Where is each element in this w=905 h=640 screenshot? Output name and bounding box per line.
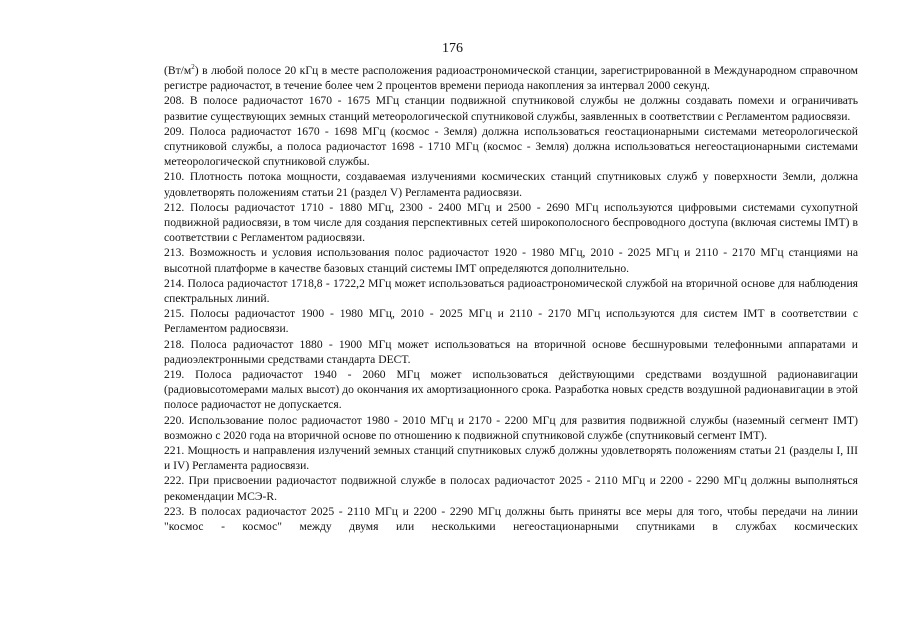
- paragraph-continuation: [164, 63, 858, 93]
- paragraph-214: 214. Полоса радиочастот 1718,8 - 1722,2 МГц может использоваться радиоастрономической службой на вторичной основе для наблюдения спектральных линий.: [164, 276, 858, 306]
- paragraph-215: 215. Полосы радиочастот 1900 - 1980 МГц, 2010 - 2025 МГц и 2110 - 2170 МГц используются для систем IMT в соответствии с Регламентом радиосвязи.: [164, 307, 858, 336]
- paragraph-212: 212. Полосы радиочастот 1710 - 1880 МГц, 2300 - 2400 МГц и 2500 - 2690 МГц используются цифровыми системами сухопутной подвижной радиосвязи, в том числе для создания перспективных сетей широкополосного беспроводного доступа (включая системы IMT) в соответствии с Регламентом радиосвязи.: [164, 200, 858, 245]
- paragraph-223: 223. В полосах радиочастот 2025 - 2110 МГц и 2200 - 2290 МГц должны быть приняты все меры для того, чтобы передачи на линии "космос - космос" между двумя или несколькими негеостационарными спутниками в службах космических: [164, 504, 858, 534]
- paragraph-218: 218. Полоса радиочастот 1880 - 1900 МГц может использоваться на вторичной основе бесшнуровыми телефонными аппаратами и радиоэлектронными средствами стандарта DECT.: [164, 337, 858, 366]
- paragraph-210: 210. Плотность потока мощности, создаваемая излучениями космических станций спутниковых служб у поверхности Земли, должна удовлетворять положениям статьи 21 (раздел V) Регламента радиосвязи.: [164, 170, 858, 199]
- paragraph-222: 222. При присвоении радиочастот подвижной службе в полосах радиочастот 2025 - 2110 МГц и 2200 - 2290 МГц должны выполняться рекомендации МСЭ-R.: [164, 474, 858, 503]
- unit-superscript: 2: [191, 63, 195, 72]
- paragraph-208: 208. В полосе радиочастот 1670 - 1675 МГц станции подвижной спутниковой службы не должны создавать помехи и ограничивать развитие существующих земных станций метеорологической спутниковой службы, заявленных в соответствии с Регламентом радиосвязи.: [164, 94, 858, 123]
- unit-prefix: (Вт/м: [164, 64, 192, 77]
- text-body: [164, 63, 858, 534]
- paragraph-209: 209. Полоса радиочастот 1670 - 1698 МГц (космос - Земля) должна использоваться геостационарными системами метеорологической спутниковой службы, а полоса радиочастот 1698 - 1710 МГц (космос - Земля) должна использоваться негеостационарными системами метеорологической спутниковой службы.: [164, 124, 858, 169]
- paragraph-219: 219. Полоса радиочастот 1940 - 2060 МГц может использоваться действующими средствами воздушной радионавигации (радиовысотомерами малых высот) до окончания их амортизационного срока. Разработка новых средств воздушной радионавигации в этой полосе радиочастот не допускается.: [164, 368, 858, 412]
- paragraph-text: ) в любой полосе 20 кГц в месте расположения радиоастрономической станции, зарегистрированной в Международном справочном регистре радиочастот, в течение более чем 2 процентов времени периода накопления за интервал 2000 секунд.: [164, 64, 858, 93]
- page-number: 176: [442, 41, 463, 56]
- paragraph-220: 220. Использование полос радиочастот 1980 - 2010 МГц и 2170 - 2200 МГц для развития подвижной службы (наземный сегмент IMT) возможно с 2020 года на вторичной основе по отношению к подвижной спутниковой службе (спутниковый сегмент IMT).: [164, 413, 858, 442]
- paragraph-221: 221. Мощность и направления излучений земных станций спутниковых служб должны удовлетворять положениям статьи 21 (разделы I, III и IV) Регламента радиосвязи.: [164, 444, 858, 473]
- paragraph-213: 213. Возможность и условия использования полос радиочастот 1920 - 1980 МГц, 2010 - 2025 МГц и 2110 - 2170 МГц станциями на высотной платформе в качестве базовых станций системы IMT определяются дополнительно.: [164, 246, 858, 275]
